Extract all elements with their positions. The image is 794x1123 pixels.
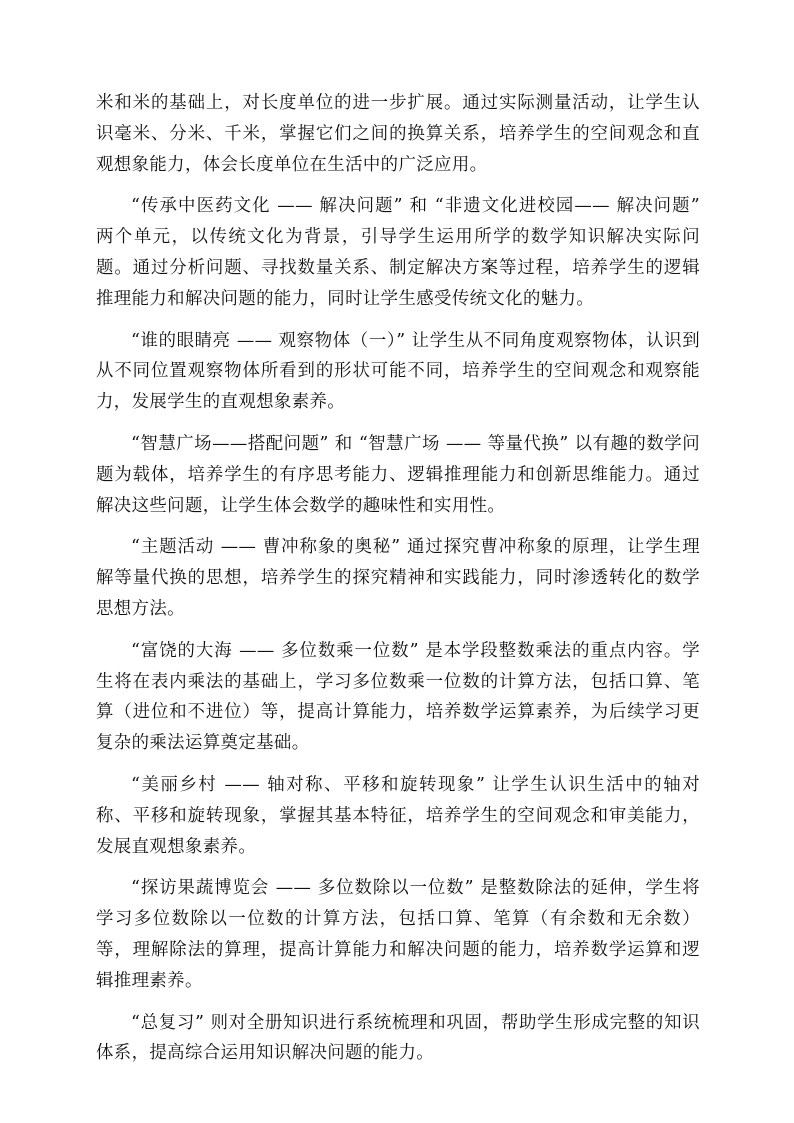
- paragraph-length-units: 米和米的基础上，对长度单位的进一步扩展。通过实际测量活动，让学生认识毫米、分米、千米，掌握它们之间的换算关系，培养学生的空间观念和直观想象能力，体会长度单位在生活中的广泛应用。: [96, 93, 700, 175]
- paragraph-multiplication: “富饶的大海 —— 多位数乘一位数” 是本学段整数乘法的重点内容。学生将在表内乘法的基础上，学习多位数乘一位数的计算方法，包括口算、笔算（进位和不进位）等，提高计算能力，培养数学运算素养，为后续学习更复杂的乘法运算奠定基础。: [96, 640, 700, 754]
- paragraph-division: “探访果蔬博览会 —— 多位数除以一位数” 是整数除法的延伸，学生将学习多位数除以一位数的计算方法，包括口算、笔算（有余数和无余数）等，理解除法的算理，提高计算能力和解决问题的能力，培养数学运算和逻辑推理素养。: [96, 878, 700, 991]
- paragraph-wisdom-square: “智慧广场——搭配问题” 和 “智慧广场 —— 等量代换” 以有趣的数学问题为载体，培养学生的有序思考能力、逻辑推理能力和创新思维能力。通过解决这些问题，让学生体会数学的趣味性和实用性。: [96, 433, 700, 516]
- paragraph-review: “总复习” 则对全册知识进行系统梳理和巩固，帮助学生形成完整的知识体系，提高综合运用知识解决问题的能力。: [96, 1012, 700, 1064]
- paragraph-theme-activity: “主题活动 —— 曹冲称象的奥秘” 通过探究曹冲称象的原理，让学生理解等量代换的思想，培养学生的探究精神和实践能力，同时渗透转化的数学思想方法。: [96, 537, 700, 619]
- paragraph-problem-solving-units: “传承中医药文化 —— 解决问题” 和 “非遗文化进校园—— 解决问题” 两个单元，以传统文化为背景，引导学生运用所学的数学知识解决实际问题。通过分析问题、寻找数量关系、制定解决方案等过程，培养学生的逻辑推理能力和解决问题的能力，同时让学生感受传统文化的魅力。: [96, 196, 700, 309]
- document-body: [96, 88, 700, 1080]
- paragraph-observing-objects: “谁的眼睛亮 —— 观察物体（一）” 让学生从不同角度观察物体，认识到从不同位置观察物体所看到的形状可能不同，培养学生的空间观念和观察能力，发展学生的直观想象素养。: [96, 330, 700, 413]
- paragraph-symmetry: “美丽乡村 —— 轴对称、平移和旋转现象” 让学生认识生活中的轴对称、平移和旋转现象，掌握其基本特征，培养学生的空间观念和审美能力，发展直观想象素养。: [96, 774, 700, 857]
